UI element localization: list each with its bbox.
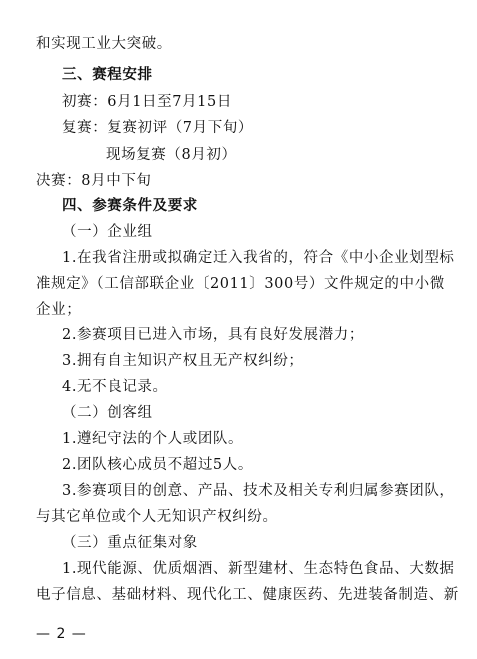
- page-number: — 2 —: [36, 626, 87, 642]
- body-text-line: 准规定》（工信部联企业〔2011〕300号）文件规定的中小微: [36, 276, 445, 292]
- subsection-heading: （二）创客组: [62, 405, 153, 421]
- body-text-line: 4.无不良记录。: [62, 379, 168, 395]
- body-text-line: 3.参赛项目的创意、产品、技术及相关专利归属参赛团队，: [62, 483, 455, 499]
- body-text-line: 1.在我省注册或拟确定迁入我省的，符合《中小企业划型标: [62, 250, 455, 266]
- body-text-line: 2.团队核心成员不超过5人。: [62, 457, 253, 473]
- body-text-line: 与其它单位或个人无知识产权纠纷。: [36, 509, 278, 525]
- section-heading: 四、参赛条件及要求: [62, 198, 198, 214]
- schedule-line: 复赛：复赛初评（7月下旬）: [62, 120, 254, 136]
- schedule-line: 现场复赛（8月初）: [106, 147, 237, 163]
- schedule-line: 初赛：6月1日至7月15日: [62, 94, 232, 110]
- body-text-line: 1.遵纪守法的个人或团队。: [62, 431, 244, 447]
- body-text-line: 电子信息、基础材料、现代化工、健康医药、先进装备制造、新: [36, 587, 459, 603]
- body-text-line: 3.拥有自主知识产权且无产权纠纷；: [62, 353, 304, 369]
- subsection-heading: （三）重点征集对象: [62, 535, 198, 551]
- body-text-line: 企业；: [36, 302, 82, 318]
- schedule-line: 决赛：8月中下旬: [36, 173, 152, 189]
- body-text-line: 1.现代能源、优质烟酒、新型建材、生态特色食品、大数据: [62, 561, 455, 577]
- body-text-line: 和实现工业大突破。: [36, 36, 172, 52]
- section-heading: 三、赛程安排: [62, 67, 153, 83]
- body-text-line: 2.参赛项目已进入市场，具有良好发展潜力；: [62, 327, 364, 343]
- subsection-heading: （一）企业组: [62, 224, 153, 240]
